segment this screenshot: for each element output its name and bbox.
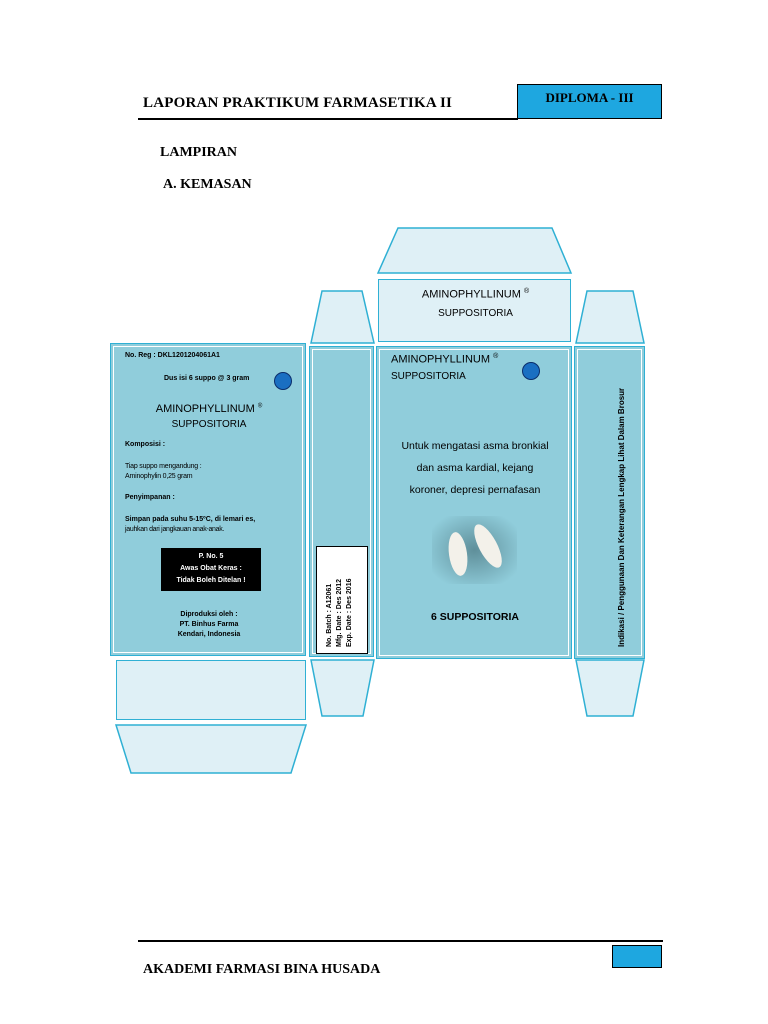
package-contents: Dus isi 6 suppo @ 3 gram	[164, 375, 250, 382]
warning-line-3: Tidak Boleh Ditelan !	[176, 577, 246, 584]
back-panel-reg-mark: ®	[257, 403, 263, 410]
footer-title: AKADEMI FARMASI BINA HUSADA	[143, 962, 381, 977]
producer-line-1: Diproduksi oleh :	[180, 611, 238, 618]
top-face-form: SUPPOSITORIA	[438, 308, 513, 319]
section-kemasan: A. KEMASAN	[163, 177, 252, 192]
front-panel	[376, 346, 572, 659]
blue-dot-icon	[522, 362, 540, 380]
indication-line-1: Untuk mengatasi asma bronkial	[401, 440, 549, 452]
front-panel-name: AMINOPHYLLINUM	[391, 353, 491, 366]
footer-divider	[138, 940, 663, 942]
penyimpanan-label: Penyimpanan :	[125, 494, 175, 501]
warning-box	[161, 548, 261, 591]
indication-block	[377, 435, 573, 501]
top-dust-flap-left	[311, 291, 374, 343]
batch-box	[316, 546, 368, 654]
warning-line-1: P. No. 5	[198, 553, 224, 560]
back-panel-name: AMINOPHYLLINUM	[155, 403, 255, 415]
producer-line-3: Kendari, Indonesia	[177, 631, 241, 638]
blue-dot-icon	[274, 372, 292, 390]
bottom-face	[116, 660, 306, 720]
page-number-box	[612, 945, 662, 968]
reg-number: No. Reg : DKL1201204061A1	[125, 352, 220, 359]
section-lampiran: LAMPIRAN	[160, 145, 237, 160]
front-panel-reg-mark: ®	[493, 353, 499, 360]
front-panel-form: SUPPOSITORIA	[391, 371, 466, 382]
suppository-count: 6 SUPPOSITORIA	[431, 611, 519, 623]
back-panel-form: SUPPOSITORIA	[171, 419, 247, 430]
komposisi-line-2: Aminophylin 0,25 gram	[125, 473, 193, 480]
bottom-dust-flap-right	[576, 660, 644, 716]
batch-line-1: No. Batch : A12061	[326, 583, 333, 647]
diploma-badge: DIPLOMA - III	[517, 84, 662, 119]
penyimpanan-line-2: jauhkan dari jangkauan anak-anak.	[125, 526, 225, 533]
indication-line-2: dan asma kardial, kejang	[416, 462, 534, 474]
komposisi-line-1: Tiap suppo mengandung :	[125, 463, 202, 470]
batch-line-2: Mfg. Date : Des 2012	[336, 578, 343, 647]
batch-line-3: Exp. Date : Des 2016	[346, 578, 353, 647]
producer-line-2: PT. Binhus Farma	[179, 621, 239, 628]
brochure-note: Indikasi / Penggunaan Dan Keterangan Lengkap Lihat Dalam Brosur	[617, 387, 626, 647]
batch-text	[325, 579, 355, 647]
back-panel	[110, 343, 306, 656]
producer-block	[111, 610, 307, 640]
indication-line-3: koroner, depresi pernafasan	[409, 484, 541, 496]
suppository-photo	[432, 516, 517, 584]
report-title: LAPORAN PRAKTIKUM FARMASETIKA II	[143, 95, 453, 111]
top-dust-flap-right	[576, 291, 644, 343]
top-tuck-flap	[378, 228, 571, 273]
bottom-dust-flap-mid	[311, 660, 374, 716]
komposisi-label: Komposisi :	[125, 441, 166, 448]
top-face	[378, 279, 571, 342]
top-face-name: AMINOPHYLLINUM	[421, 288, 521, 301]
side-panel-right	[574, 346, 645, 659]
penyimpanan-line-1: Simpan pada suhu 5-15ºC, di lemari es,	[125, 516, 256, 523]
bottom-tuck-flap	[116, 725, 306, 773]
warning-line-2: Awas Obat Keras :	[180, 565, 242, 572]
top-face-reg-mark: ®	[523, 288, 530, 295]
side-panel-left	[309, 346, 374, 657]
